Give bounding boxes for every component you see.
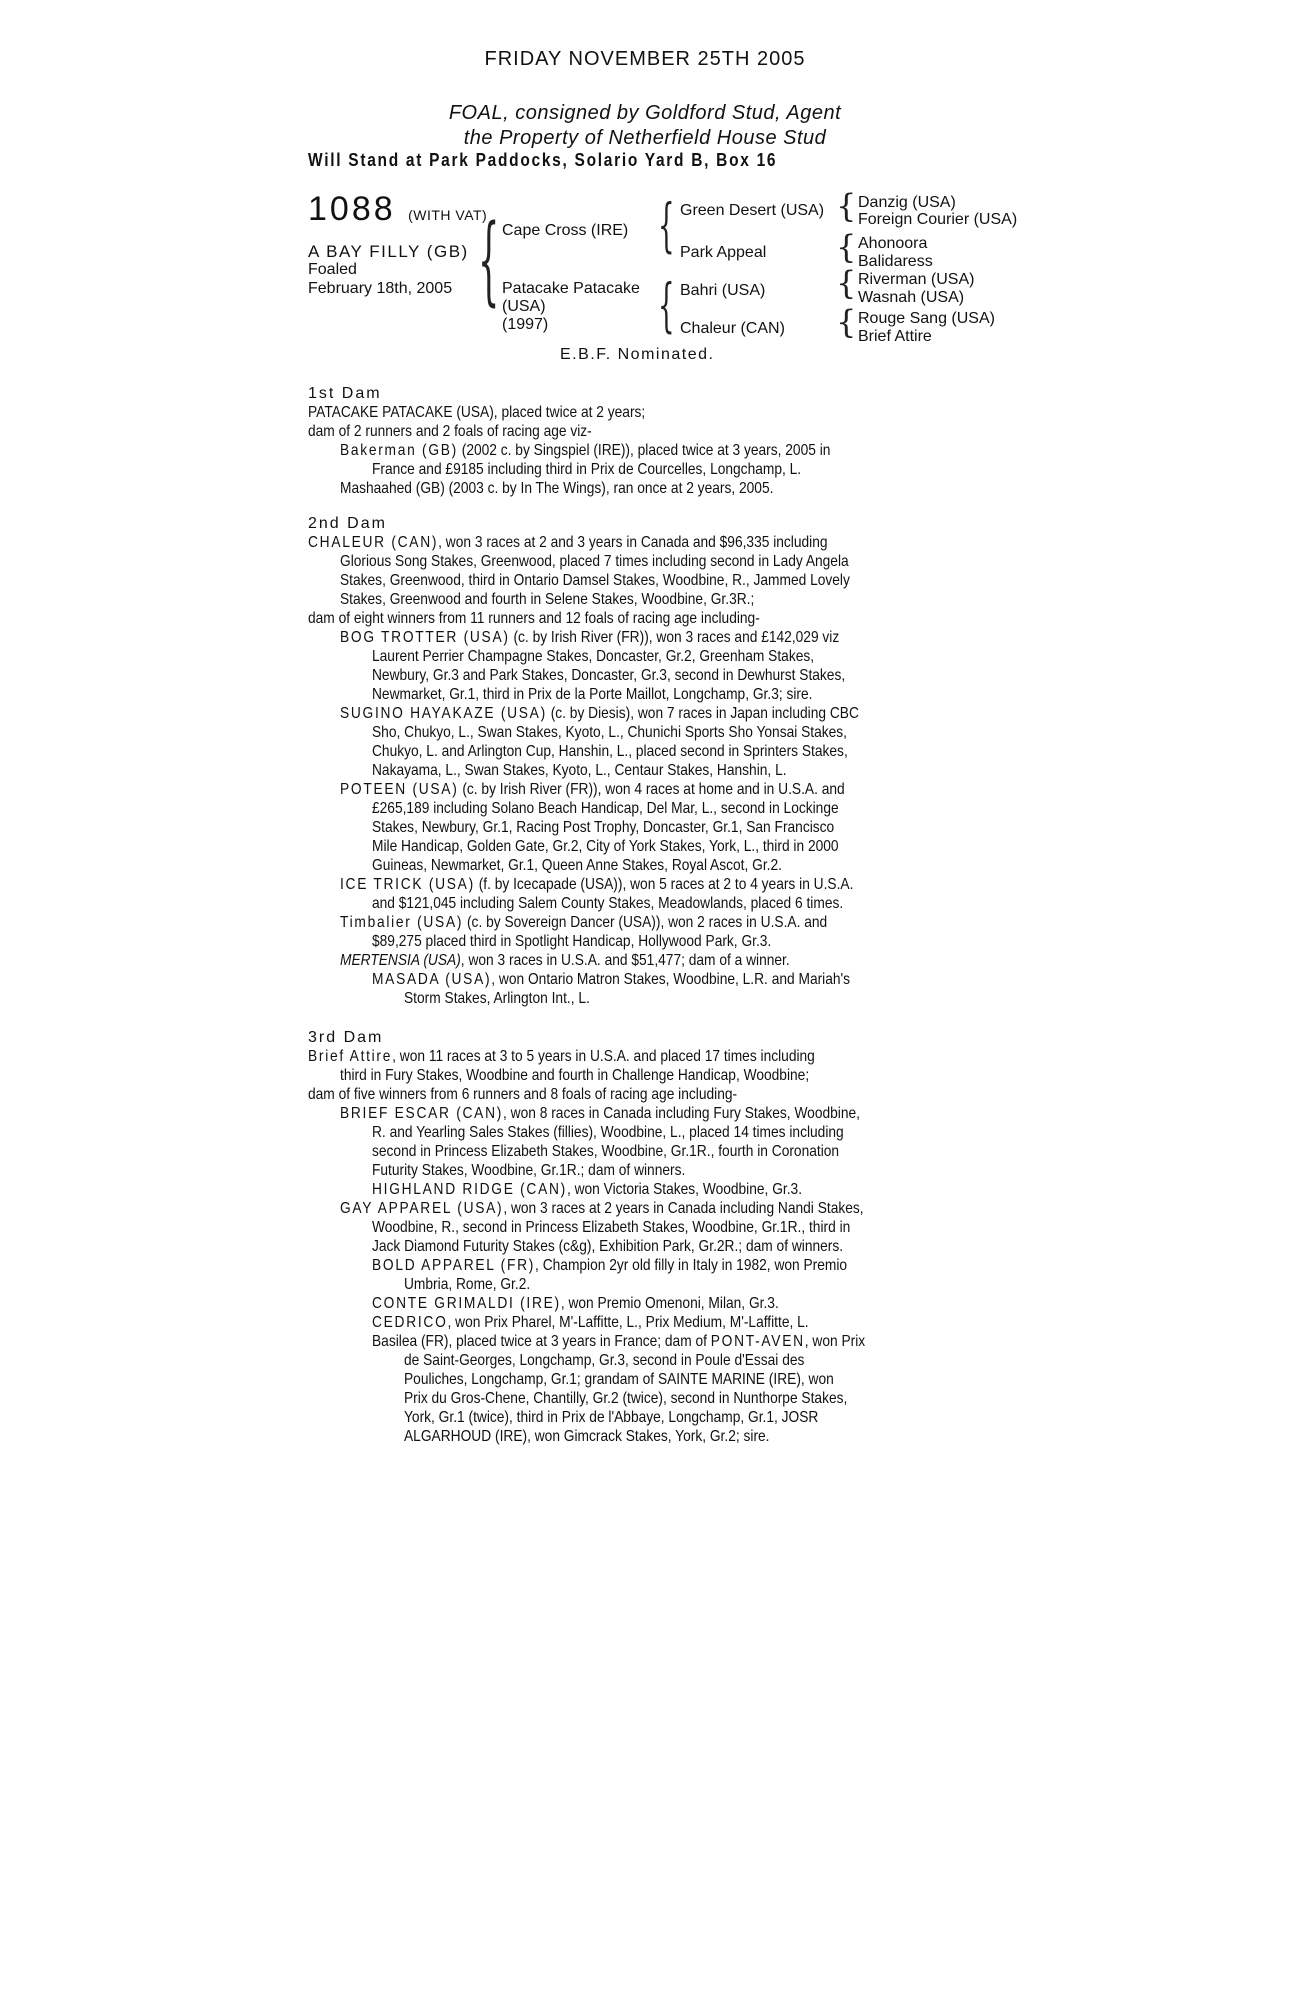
pedigree-brace-main: {	[478, 204, 500, 316]
lot-number	[308, 190, 487, 229]
second-dam-line	[308, 533, 1028, 552]
produce-bakerman	[308, 441, 1028, 460]
first-dam-heading: 1st Dam	[308, 385, 382, 402]
dam-text: Glorious Song Stakes, Greenwood, placed 7 times including second in Lady Angela	[340, 553, 849, 570]
pedigree-dam-country: (USA)	[502, 298, 546, 315]
produce-name: PONT-AVEN	[710, 1333, 805, 1350]
horse-description: A BAY FILLY (GB)	[308, 242, 469, 261]
produce-ice-trick	[308, 875, 1028, 894]
produce-bold-apparel	[308, 1256, 1028, 1275]
produce-name: ICE TRICK (USA)	[340, 876, 475, 893]
produce-mertensia	[308, 951, 1028, 970]
produce-name: MASADA (USA)	[372, 971, 492, 988]
produce-text: York, Gr.1 (twice), third in Prix de l'Abbaye, Longchamp, Gr.1, JOSR	[404, 1409, 819, 1426]
produce-text: Sho, Chukyo, L., Swan Stakes, Kyoto, L., Chunichi Sports Sho Yonsai Stakes,	[372, 724, 848, 741]
pedigree-dam-sire: Bahri (USA)	[680, 282, 766, 299]
consignor-line: FOAL, consigned by Goldford Stud, Agent	[448, 102, 842, 124]
produce-text: France and £9185 including third in Prix de Courcelles, Longchamp, L.	[372, 461, 802, 478]
produce-text-cont	[308, 761, 1028, 780]
produce-text-cont	[308, 1351, 1028, 1370]
produce-text-cont	[308, 666, 1028, 685]
produce-text: Woodbine, R., second in Princess Elizabeth Stakes, Woodbine, Gr.1R., third in	[372, 1219, 851, 1236]
dam-text-cont	[308, 552, 1028, 571]
produce-summary	[308, 609, 1028, 628]
pedigree-sds: Ahonoora	[858, 235, 928, 252]
third-dam-heading: 3rd Dam	[308, 1029, 384, 1046]
produce-text: (c. by Sovereign Dancer (USA)), won 2 races in U.S.A. and	[463, 914, 828, 931]
produce-text: and $121,045 including Salem County Stakes, Meadowlands, placed 6 times.	[372, 895, 844, 912]
pedigree-dam-name: Patacake Patacake	[502, 280, 640, 297]
produce-name: BOG TROTTER (USA)	[340, 629, 510, 646]
second-dam-heading: 2nd Dam	[308, 515, 387, 532]
produce-text: Laurent Perrier Champagne Stakes, Doncaster, Gr.2, Greenham Stakes,	[372, 648, 815, 665]
lot-number-value: 1088	[308, 190, 396, 228]
second-dam-section	[308, 514, 1028, 1008]
produce-text: Guineas, Newmarket, Gr.1, Queen Anne Stakes, Royal Ascot, Gr.2.	[372, 857, 782, 874]
produce-text: (2002 c. by Singspiel (IRE)), placed twice at 3 years, 2005 in	[457, 442, 831, 459]
produce-text: , won 8 races in Canada including Fury Stakes, Woodbine,	[503, 1105, 860, 1122]
dam-text: , won 11 races at 3 to 5 years in U.S.A. and placed 17 times including	[392, 1048, 815, 1065]
produce-text-cont	[308, 894, 1028, 913]
produce-text: Stakes, Newbury, Gr.1, Racing Post Trophy, Doncaster, Gr.1, San Francisco	[372, 819, 835, 836]
produce-poteen	[308, 780, 1028, 799]
produce-text-cont	[308, 799, 1028, 818]
foaled-date: February 18th, 2005	[308, 280, 453, 297]
produce-text: $89,275 placed third in Spotlight Handicap, Hollywood Park, Gr.3.	[372, 933, 772, 950]
produce-text-cont	[308, 1237, 1028, 1256]
produce-text-cont	[308, 723, 1028, 742]
produce-text: Newmarket, Gr.1, third in Prix de la Porte Maillot, Longchamp, Gr.3; sire.	[372, 686, 813, 703]
dam-text: dam of five winners from 6 runners and 8 foals of racing age including-	[308, 1086, 738, 1103]
produce-text-cont	[308, 1370, 1028, 1389]
produce-text: Pouliches, Longchamp, Gr.1; grandam of SAINTE MARINE (IRE), won	[404, 1371, 834, 1388]
third-dam-section	[308, 1028, 1028, 1446]
pedigree-brace-gs2: {	[836, 228, 857, 266]
produce-text: (c. by Irish River (FR)), won 3 races and £142,029 viz	[509, 629, 840, 646]
produce-text: Newbury, Gr.3 and Park Stakes, Doncaster, Gr.3, second in Dewhurst Stakes,	[372, 667, 846, 684]
pedigree-dsd: Wasnah (USA)	[858, 289, 965, 306]
produce-text: second in Princess Elizabeth Stakes, Woodbine, Gr.1R., fourth in Coronation	[372, 1143, 840, 1160]
produce-text: Prix du Gros-Chene, Chantilly, Gr.2 (twice), second in Nunthorpe Stakes,	[404, 1390, 848, 1407]
produce-cedrico	[308, 1313, 1028, 1332]
produce-name: POTEEN (USA)	[340, 781, 459, 798]
produce-text: Chukyo, L. and Arlington Cup, Hanshin, L., placed second in Sprinters Stakes,	[372, 743, 848, 760]
produce-text: de Saint-Georges, Longchamp, Gr.3, second in Poule d'Essai des	[404, 1352, 805, 1369]
produce-text-cont	[308, 1275, 1028, 1294]
pedigree-dam-dam: Chaleur (CAN)	[680, 320, 785, 337]
pedigree-dam-year: (1997)	[502, 316, 549, 333]
produce-text: (f. by Icecapade (USA)), won 5 races at 2 to 4 years in U.S.A.	[474, 876, 854, 893]
produce-text-cont	[308, 1161, 1028, 1180]
pedigree-brace-dam: {	[658, 271, 675, 339]
first-dam-produce-summary: dam of 2 runners and 2 foals of racing age viz-	[308, 423, 592, 440]
first-dam-line: PATACAKE PATACAKE (USA), placed twice at 2 years;	[308, 404, 646, 421]
dam-text: , won 3 races at 2 and 3 years in Canada and $96,335 including	[438, 534, 828, 551]
produce-summary	[308, 1085, 1028, 1104]
produce-text-cont	[308, 1142, 1028, 1161]
produce-text-cont	[308, 685, 1028, 704]
produce-text: , won 3 races in U.S.A. and $51,477; dam of a winner.	[460, 952, 790, 969]
produce-basilea	[308, 1332, 1028, 1351]
produce-text: Jack Diamond Futurity Stakes (c&g), Exhibition Park, Gr.2R.; dam of winners.	[372, 1238, 844, 1255]
foaled-label: Foaled	[308, 261, 357, 278]
property-line: the Property of Netherfield House Stud	[463, 127, 827, 149]
vat-label: (WITH VAT)	[408, 207, 488, 223]
pedigree-sdd: Balidaress	[858, 253, 933, 270]
dam-text: Stakes, Greenwood and fourth in Selene Stakes, Woodbine, Gr.3R.;	[340, 591, 755, 608]
produce-text-cont	[308, 742, 1028, 761]
pedigree-sire-sire: Green Desert (USA)	[680, 202, 825, 219]
produce-text: Mile Handicap, Golden Gate, Gr.2, City of York Stakes, York, L., third in 2000	[372, 838, 839, 855]
pedigree-sss: Danzig (USA)	[858, 194, 956, 211]
produce-bakerman-cont	[308, 460, 1028, 479]
dam-name: CHALEUR (CAN)	[308, 534, 439, 551]
produce-name: GAY APPAREL (USA)	[340, 1200, 504, 1217]
dam-text: Stakes, Greenwood, third in Ontario Damsel Stakes, Woodbine, R., Jammed Lovely	[340, 572, 850, 589]
produce-text-cont	[308, 1218, 1028, 1237]
dam-text-cont	[308, 571, 1028, 590]
pedigree-dam	[502, 280, 640, 334]
pedigree-brace-sire: {	[658, 191, 675, 259]
produce-sugino-hayakaze	[308, 704, 1028, 723]
produce-text: Umbria, Rome, Gr.2.	[404, 1276, 531, 1293]
produce-name: MERTENSIA (USA)	[340, 952, 461, 969]
dam-name: Brief Attire	[308, 1048, 393, 1065]
produce-text: R. and Yearling Sales Stakes (fillies), Woodbine, L., placed 14 times including	[372, 1124, 844, 1141]
pedigree-ddd: Brief Attire	[858, 328, 932, 345]
produce-text: , won Victoria Stakes, Woodbine, Gr.3.	[566, 1181, 803, 1198]
produce-text-cont	[308, 856, 1028, 875]
produce-text: (c. by Diesis), won 7 races in Japan including CBC	[546, 705, 859, 722]
produce-text: , won Ontario Matron Stakes, Woodbine, L.R. and Mariah's	[491, 971, 851, 988]
foaled-info	[308, 260, 452, 298]
pedigree-brace-gs4: {	[836, 303, 857, 341]
produce-name: SUGINO HAYAKAZE (USA)	[340, 705, 547, 722]
dam-text-cont	[308, 590, 1028, 609]
produce-text-cont	[308, 1408, 1028, 1427]
produce-text-cont	[308, 1389, 1028, 1408]
produce-text: , won Prix	[804, 1333, 866, 1350]
produce-text: Basilea (FR), placed twice at 3 years in France; dam of	[372, 1333, 711, 1350]
pedigree-dss: Riverman (USA)	[858, 271, 975, 288]
produce-text-cont	[308, 932, 1028, 951]
produce-text: , won Premio Omenoni, Milan, Gr.3.	[560, 1295, 779, 1312]
produce-name: Timbalier (USA)	[340, 914, 464, 931]
produce-text-cont	[308, 818, 1028, 837]
pedigree-brace-gs1: {	[836, 187, 857, 225]
stand-text: Will Stand at Park Paddocks, Solario Yard B, Box 16	[308, 150, 778, 170]
dam-text: dam of eight winners from 11 runners and 12 foals of racing age including-	[308, 610, 760, 627]
produce-text-cont	[308, 647, 1028, 666]
produce-mashaahed	[308, 479, 1028, 498]
produce-text: , Champion 2yr old filly in Italy in 1982, won Premio	[535, 1257, 848, 1274]
produce-text: Storm Stakes, Arlington Int., L.	[404, 990, 590, 1007]
produce-bog-trotter	[308, 628, 1028, 647]
pedigree-sire-dam: Park Appeal	[680, 244, 767, 261]
pedigree-dds: Rouge Sang (USA)	[858, 310, 995, 327]
produce-highland-ridge	[308, 1180, 1028, 1199]
produce-text-cont	[308, 989, 1028, 1008]
produce-text: , won Prix Pharel, M'-Laffitte, L., Prix Medium, M'-Laffitte, L.	[447, 1314, 809, 1331]
sale-date: FRIDAY NOVEMBER 25TH 2005	[484, 48, 806, 70]
pedigree-sire: Cape Cross (IRE)	[502, 222, 629, 239]
third-dam-line	[308, 1047, 1028, 1066]
produce-gay-apparel	[308, 1199, 1028, 1218]
pedigree-ssd: Foreign Courier (USA)	[858, 211, 1018, 228]
produce-text-cont	[308, 1427, 1028, 1446]
produce-name: Bakerman (GB)	[340, 442, 458, 459]
ebf-nominated: E.B.F. Nominated.	[560, 346, 715, 363]
dam-text: third in Fury Stakes, Woodbine and fourth in Challenge Handicap, Woodbine;	[340, 1067, 810, 1084]
dam-text-cont	[308, 1066, 1028, 1085]
produce-name: HIGHLAND RIDGE (CAN)	[372, 1181, 567, 1198]
produce-text: (c. by Irish River (FR)), won 4 races at home and in U.S.A. and	[458, 781, 845, 798]
stand-location	[308, 150, 854, 171]
produce-name: CONTE GRIMALDI (IRE)	[372, 1295, 561, 1312]
produce-name: BRIEF ESCAR (CAN)	[340, 1105, 504, 1122]
produce-text: £265,189 including Solano Beach Handicap, Del Mar, L., second in Lockinge	[372, 800, 839, 817]
produce-text: Mashaahed (GB) (2003 c. by In The Wings), ran once at 2 years, 2005.	[340, 480, 774, 497]
produce-text: Nakayama, L., Swan Stakes, Kyoto, L., Centaur Stakes, Hanshin, L.	[372, 762, 787, 779]
first-dam-section	[308, 384, 1028, 498]
pedigree-brace-gs3: {	[836, 264, 857, 302]
produce-brief-escar	[308, 1104, 1028, 1123]
produce-text-cont	[308, 1123, 1028, 1142]
produce-masada	[308, 970, 1028, 989]
produce-timbalier	[308, 913, 1028, 932]
produce-text: ALGARHOUD (IRE), won Gimcrack Stakes, York, Gr.2; sire.	[404, 1428, 770, 1445]
produce-name: BOLD APPAREL (FR)	[372, 1257, 536, 1274]
produce-conte-grimaldi	[308, 1294, 1028, 1313]
produce-name: CEDRICO	[372, 1314, 448, 1331]
produce-text-cont	[308, 837, 1028, 856]
produce-text: Futurity Stakes, Woodbine, Gr.1R.; dam of winners.	[372, 1162, 686, 1179]
produce-text: , won 3 races at 2 years in Canada including Nandi Stakes,	[503, 1200, 864, 1217]
